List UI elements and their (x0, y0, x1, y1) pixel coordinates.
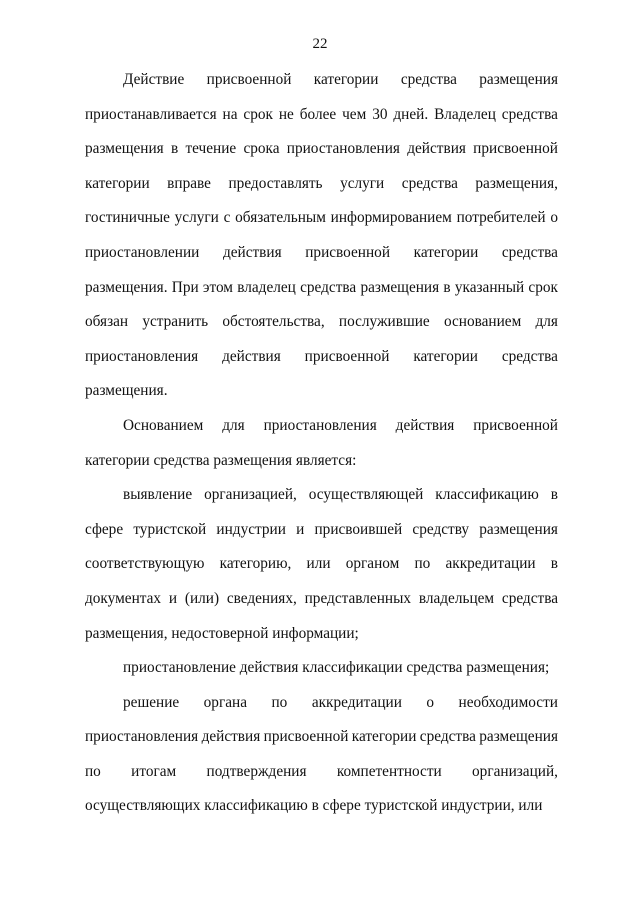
text-line: по итогам подтверждения компетентности организаций, (85, 762, 558, 780)
paragraph-suspension-duration (85, 70, 558, 416)
text-line: обязан устранить обстоятельства, послужившие основанием для (85, 313, 558, 331)
text-line: приостановления действия присвоенной категории средства (85, 347, 558, 365)
text-line: выявление организацией, осуществляющей классификацию в (123, 486, 558, 504)
paragraph-ground-classification-suspended (85, 658, 558, 693)
text-line: сфере туристской индустрии и присвоившей средству размещения (85, 520, 558, 538)
paragraph-ground-accreditation-decision (85, 693, 558, 831)
text-line: размещения. При этом владелец средства размещения в указанный срок (85, 278, 558, 296)
text-line: решение органа по аккредитации о необходимости (123, 693, 558, 711)
text-line: гостиничные услуги с обязательным информированием потребителей о (85, 209, 558, 227)
text-line: приостановление действия классификации средства размещения; (123, 659, 550, 677)
text-line: соответствующую категорию, или органом по аккредитации в (85, 555, 558, 573)
text-line: документах и (или) сведениях, представленных владельцем средства (85, 589, 558, 607)
text-line: осуществляющих классификацию в сфере туристской индустрии, или (85, 797, 543, 815)
paragraph-suspension-grounds (85, 416, 558, 485)
text-line: размещения в течение срока приостановления действия присвоенной (85, 140, 558, 158)
text-line: категории средства размещения является: (85, 451, 357, 469)
text-line: Действие присвоенной категории средства размещения (123, 71, 558, 88)
text-line: размещения, недостоверной информации; (85, 624, 359, 642)
text-line: приостанавливается на срок не более чем 30 дней. Владелец средства (85, 105, 558, 123)
paragraph-ground-inaccurate-info (85, 485, 558, 658)
text-line: Основанием для приостановления действия присвоенной (123, 416, 558, 434)
text-line: размещения. (85, 382, 168, 400)
text-line: приостановлении действия присвоенной категории средства (85, 243, 558, 261)
page-number: 22 (312, 36, 328, 52)
text-line: категории вправе предоставлять услуги средства размещения, (85, 174, 558, 192)
document-body (85, 70, 558, 831)
text-line: приостановления действия присвоенной категории средства размещения (85, 728, 558, 746)
